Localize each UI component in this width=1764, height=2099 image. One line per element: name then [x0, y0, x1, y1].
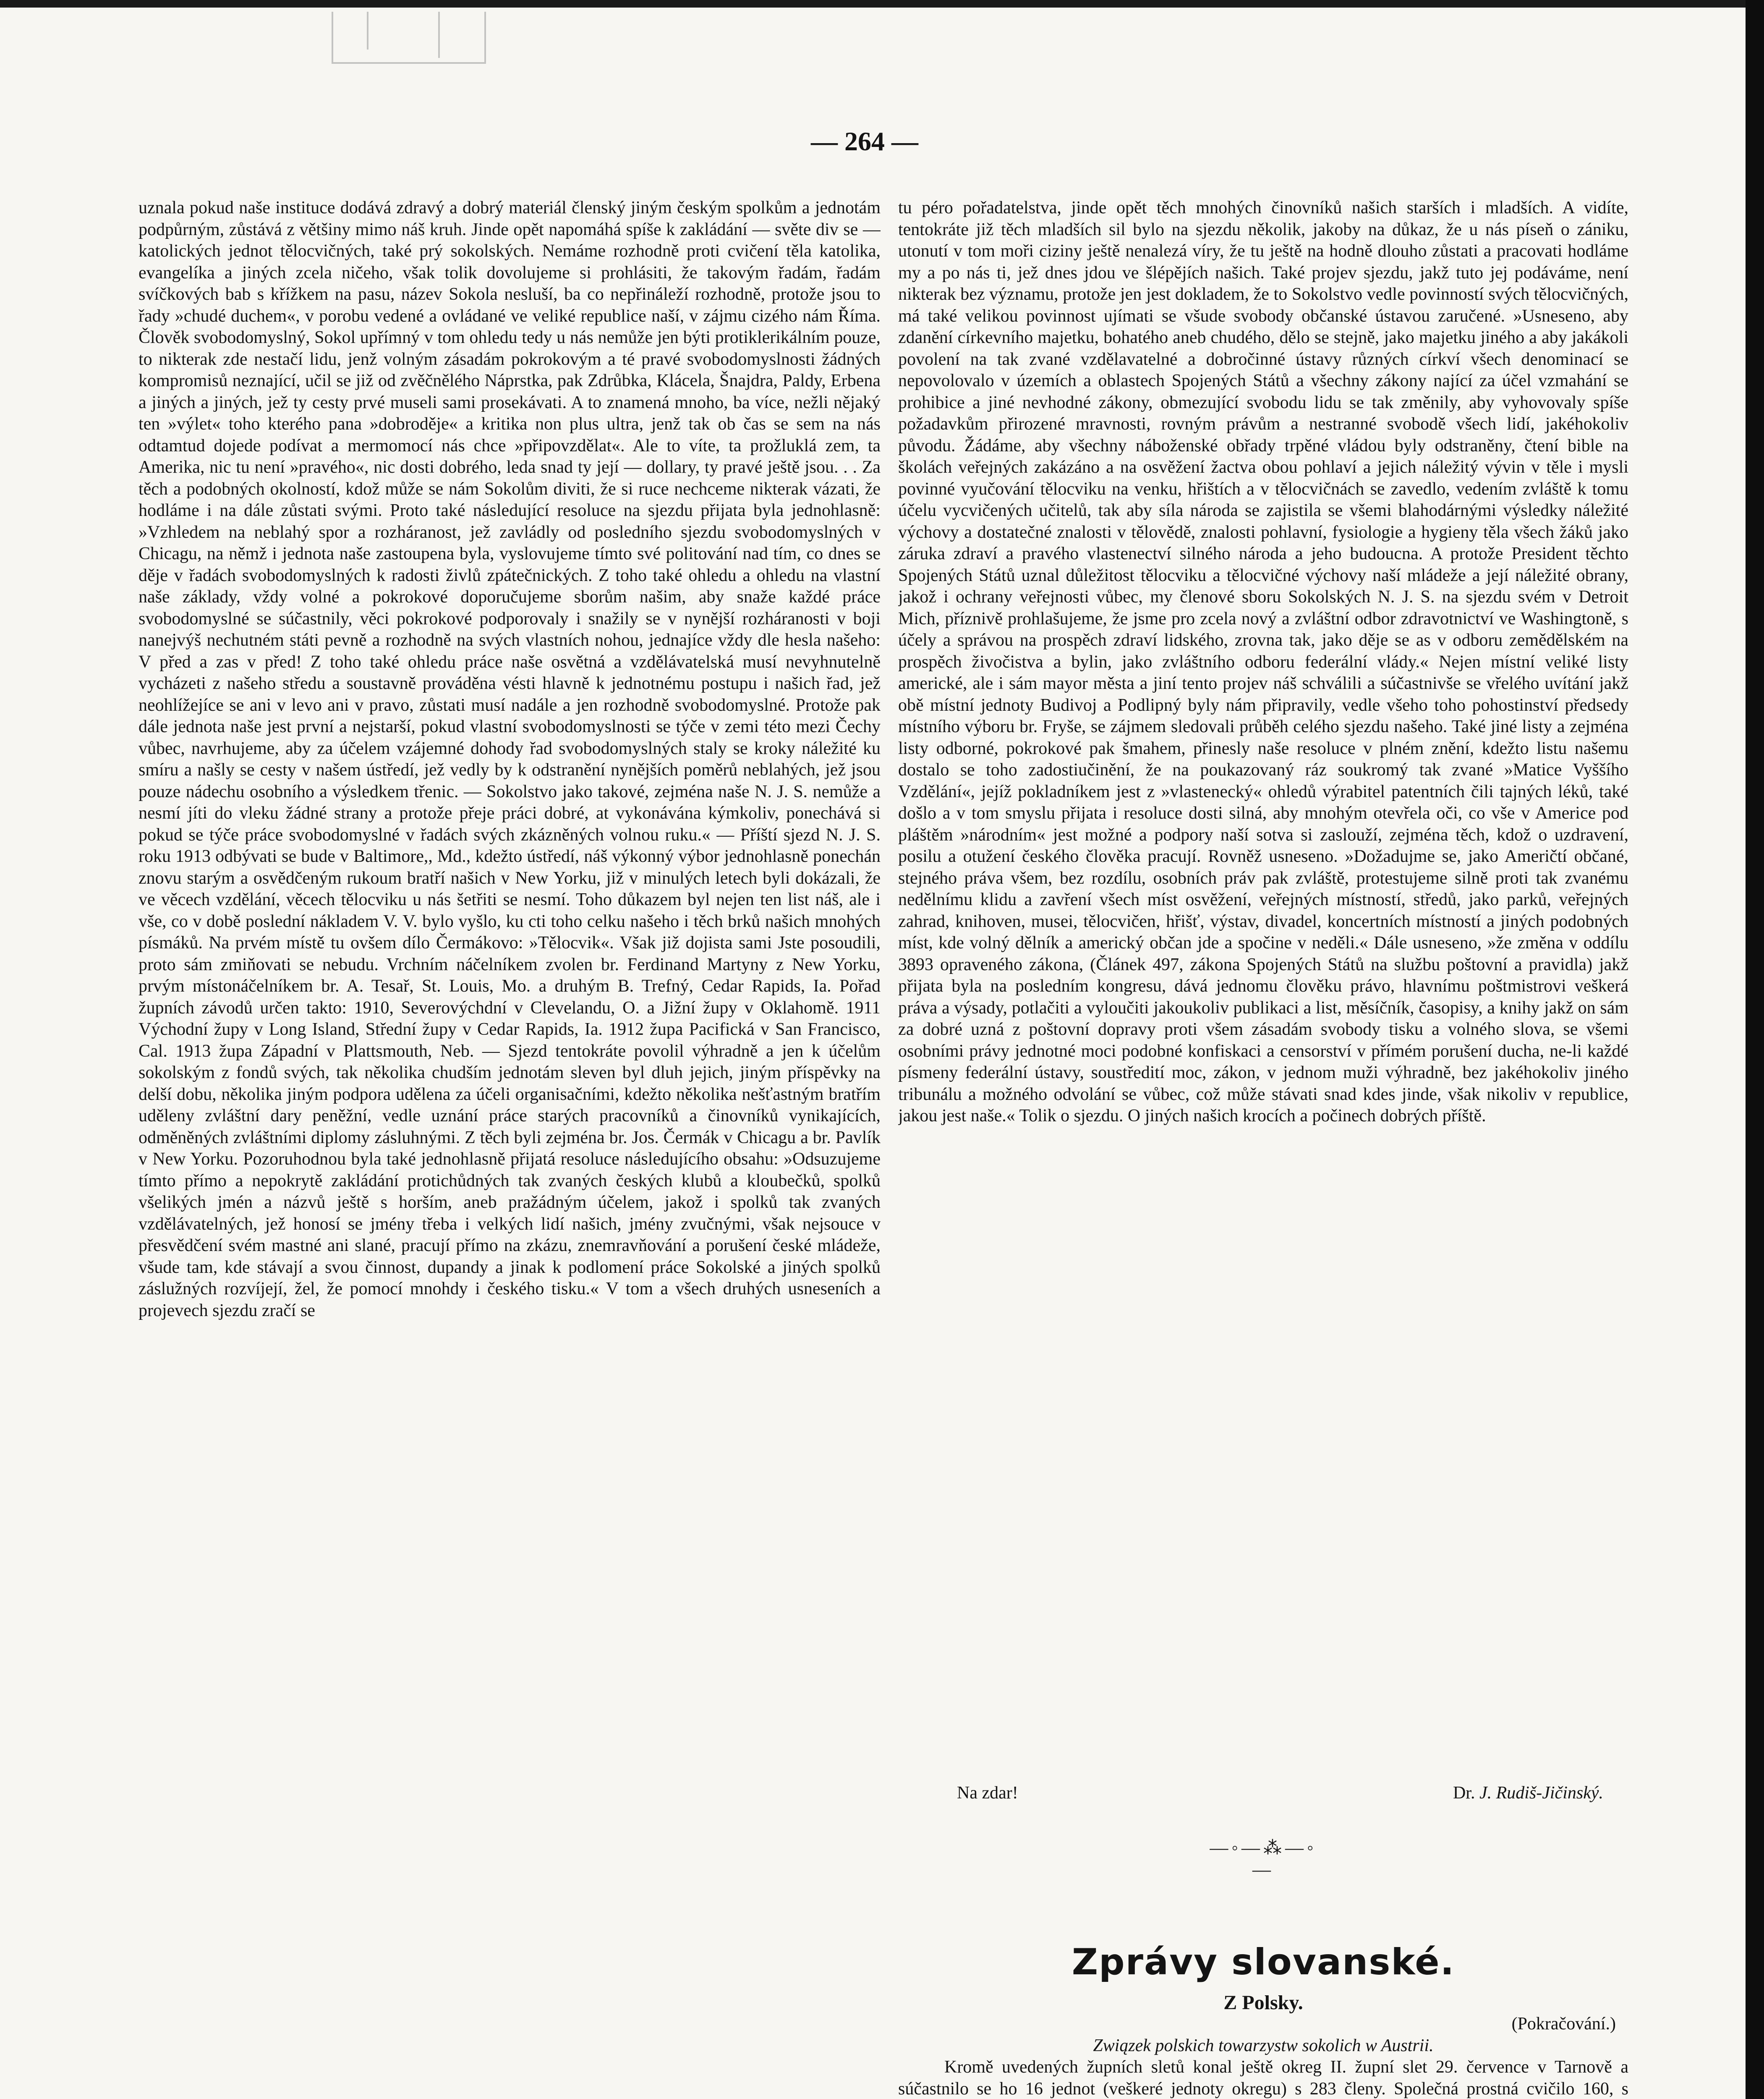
section-divider: —◦—⁂—◦—: [1210, 1837, 1317, 1880]
right-column: [898, 197, 1628, 2099]
subsection-title: Z Polsky.: [1223, 1991, 1303, 2014]
library-stamp-mark: [332, 12, 486, 64]
closing-greeting: Na zdar!: [957, 1783, 1018, 1803]
scan-top-edge: [0, 0, 1764, 8]
left-column: [139, 197, 881, 2099]
author-name: J. Rudiš-Jičinský.: [1479, 1783, 1603, 1803]
page-number: — 264 —: [811, 126, 918, 156]
left-column-text: uznala pokud naše instituce dodává zdravý a dobrý materiál členský jiným českým spolkům a jednotám podpůrným, zůstává z většiny mimo náš kruh. Jinde opět napomáhá spíše k zakládání — světe div se — katolických jednot tělocvičných, také prý sokolských. Nemáme rozhodně proti cvičení těla katolika, evangelíka a jiných zcela ničeho, však tolik dovolujeme si prohlásiti, že takovým řadám, řadám svíčkových bab s křížkem na pasu, název Sokola nesluší, ba co nepřináleží rozhodně, protože jsou to řady »chudé duchem«, v porobu vedené a ovládané ve veliké republice naší, v zájmu cizého nám Říma. Člověk svobodomyslný, Sokol upřímný v tom ohledu tedy u nás nemůže jen býti protiklerikálním pouze, to nikterak zde nestačí lidu, jenž volným zásadám pokrokovým a té pravé svobodomyslnosti žádných kompromisů neznající, učil se již od zvěčnělého Náprstka, pak Zdrůbka, Klácela, Šnajdra, Paldy, Erbena a jiných a jiných, jež ty cesty prvé museli sami prosekávati. A to znamená mnoho, ba více, nežli nějaký ten »výlet« toho kterého pana »dobroděje« a kritika non plus ultra, jenž tak ob čas se sem na nás odtamtud dojede podívat a mermomocí nás chce »připovzdělat«. Ale to víte, ta prožluklá zem, ta Amerika, nic tu není »pravého«, nic dosti dobrého, leda snad ty její — dollary, ty pravé ještě jsou. . . Za těch a podobných okolností, kdož může se nám Sokolům diviti, že si ruce nechceme nikterak vázati, že hodláme i na dále zůstati svými. Proto také následující resoluce na sjezdu přijata byla jednohlasně: »Vzhledem na neblahý spor a rozháranost, jež zavládly od posledního sjezdu svobodomyslných v Chicagu, na němž i jednota naše zastoupena byla, vyslovujeme tímto své politování nad tím, co dnes se děje v řadách svobodomyslných k radosti živlů zpátečnických. Z toho také ohledu a ohledu na vlastní naše základy, vždy volné a pokrokové doporučujeme sborům našim, aby snaže každé práce svobodomyslné se súčastnily, věci pokrokové podporovaly i snažily se v nynější rozháranosti v boji nanejvýš nechutném státi pevně a rozhodně na svých vlastních nohou, jednajíce vždy dle hesla našeho: V před a zas v před! Z toho také ohledu práce naše osvětná a vzdělávatelská musí nevyhnutelně vycházeti z našeho středu a soustavně prováděna vésti hlavně k jednotnému postupu i našich řad, jež neohlížejíce se ani v levo ani v pravo, zůstati musí nadále a jen rozhodně svobodomyslné. Protože pak dále jednota naše jest první a nejstarší, pokud vlastní svobodomyslnosti se týče v zemi této mezi Čechy vůbec, navrhujeme, aby za účelem vzájemné dohody řad svobodomyslných staly se kroky náležité ku smíru a našly se cesty v našem ústředí, jež vedly by k odstranění nynějších poměrů neblahých, jež jsou pouze nádechu osobního a výsledkem třenic. — Sokolstvo jako takové, zejména naše N. J. S. nemůže a nesmí jíti do vleku žádné strany a protože přeje práci dobré, at vykonávána kýmkoliv, ponechává si pokud se týče práce svobodomyslné v řadách svých zkázněných volnou ruku.« — Příští sjezd N. J. S. roku 1913 odbývati se bude v Baltimore,, Md., kdežto ústředí, náš výkonný výbor jednohlasně ponechán znovu starým a osvědčeným rukoum bratří našich v New Yorku, již v minulých letech byli dokázali, že ve věcech vzdělání, věcech tělocviku u nás šetřiti se nesmí. Toho důkazem byl nejen ten list náš, ale i vše, co v době poslední nákladem V. V. bylo vyšlo, ku cti toho celku našeho i těch brků našich mnohých písmáků. Na prvém místě tu ovšem dílo Čermákovo: »Tělocvik«. Však již dojista sami Jste posoudili, proto sám zmiňovati se nebudu. Vrchním náčelníkem zvolen br. Ferdinand Martyny z New Yorku, prvým místonáčelníkem br. A. Tesař, St. Louis, Mo. a druhým B. Trefný, Cedar Rapids, Ia. Pořad župních závodů určen takto: 1910, Severovýchdní v Clevelandu, O. a Jižní župy v Oklahomě. 1911 Východní župy v Long Island, Střední župy v Cedar Rapids, Ia. 1912 župa Pacifická v San Francisco, Cal. 1913 župa Západní v Plattsmouth, Neb. — Sjezd tentokráte povolil výhradně a jen k účelům sokolským z fondů svých, tak několika chudším jednotám sleven byl dluh jejich, jiným příspěvky na delší dobu, několika jiným podpora udělena za účeli organisačními, kdežto několika nešťastným bratřím uděleny zvláštní dary peněžní, vedle uznání práce starých pracovníků a činovníků vynikajících, odměněných zvláštními diplomy zásluhnými. Z těch byli zejména br. Jos. Čermák v Chicagu a br. Pavlík v New Yorku. Pozoruhodnou byla také jednohlasně přijatá resoluce následujícího obsahu: »Odsuzujeme tímto přímo a nepokrytě zakládání protichůdných tak zvaných českých klubů a kloubečků, spolků všelikých jmén a názvů ještě s horším, aneb pražádným účelem, jakož i spolků tak zvaných vzdělávatelných, jež honosí se jmény třeba i velkých lidí našich, jmény zvučnými, však nejsouce v přesvědčení svém mastné ani slané, pracují přímo na zkázu, znemravňování a porušení české mládeže, všude tam, kde stávají a svou činnost, dupandy a jinak k podlomení práce Sokolské a jiných spolků záslužných rozvíjejí, žel, že pomocí mnohdy i českého tisku.« V tom a všech druhých usneseních a projevech sjezdu zračí se: [139, 198, 881, 1320]
author-signature: [1453, 1782, 1603, 1804]
continued-note: (Pokračování.): [1511, 2014, 1616, 2034]
article-closing: [898, 1782, 1628, 1808]
right-column-body: [898, 197, 1628, 1780]
scan-right-edge: [1746, 0, 1764, 2099]
author-title: Dr.: [1453, 1783, 1475, 1803]
association-title: Związek polskich towarzystw sokolich w Austrii.: [1093, 2036, 1434, 2055]
section-title: Zprávy slovanské.: [1071, 1941, 1455, 1983]
right-column-text: tu péro pořadatelstva, jinde opět těch mnohých činovníků našich starších i mladších. A vidíte, tentokráte již těch mladších sil bylo na sjezdu několik, jakoby na důkaz, že u nás píseň o zániku, utonutí v tom moři ciziny ještě nenalezá víry, že tu ještě na hodně dlouho zůstati a pracovati hodláme my a po nás ti, jež dnes jdou ve šlépějích našich. Také projev sjezdu, jakž tuto jej podáváme, není nikterak bez významu, protože jen jest dokladem, že to Sokolstvo vedle povinností svých tělocvičných, má také velikou povinnost ujímati se všude svobody občanské ústavou zaručené. »Usneseno, aby zdanění církevního majetku, bohatého aneb chudého, dělo se stejně, jako majetku jiného a aby jakákoli povolení na tak zvané vzdělavatelné a dobročinné ústavy různých církví všech denominací se nepovolovalo v územích a oblastech Spojených Států a všechny zákony nající za účel vzmahání se prohibice a jiné nevhodné zákony, obmezující svobodu lidu se tak změnily, aby vyhovovaly spíše požadavkům přirozené mravnosti, rovným právům a nestranné svobodě všech lidí, jakéhokoliv původu. Žádáme, aby všechny náboženské obřady trpěné vládou byly odstraněny, čtení bible na školách veřejných zakázáno a na osvěžení žactva obou pohlaví a jejich náležitý vývin v těle i mysli povinné vyučování tělocviku na venku, hřištích a v tělocvičnách se zavedlo, vedením zvláště k tomu účelu vycvičených učitelů, tak aby síla národa se zajistila se všemi blahodárnými výsledky náležité výchovy a dostatečné znalosti v tělovědě, znalosti pohlavní, fysiologie a hygieny těla všech žáků jako záruka zdraví a pravého vlastenectví silného národa a jeho budoucna. A protože President těchto Spojených Států uznal důležitost tělocviku a tělocvičné výchovy naší mládeže a její náležité obrany, jakož i ochrany veřejnosti vůbec, my členové sboru Sokolských N. J. S. na sjezdu svém v Detroit Mich, příznivě prohlašujeme, že jsme pro zcela nový a zvláštní odbor zdravotnictví ve Washingtoně, s účely a správou na prospěch zdraví lidského, zrovna tak, jako děje se as v odboru zemědělském na prospěch živočistva a bylin, jako zvláštního odboru federální vlády.« Nejen místní veliké listy americké, ale i sám mayor města a jiní tento projev náš schválili a súčastnivše se vřelého uvítání jakž obě místní jednoty Budivoj a Podlipný byly nám připravily, vedle všeho toho pohostinství předsedy místního výboru br. Fryše, se zájmem sledovali průběh celého sjezdu našeho. Také jiné listy a zejména listy odborné, pokrokové pak šmahem, přinesly naše resoluce v plném znění, kdežto listu našemu dostalo se toho zadostiučinění, že na poukazovaný ráz soukromý tak zvané »Matice Vyššího Vzdělání«, jejíž pokladníkem jest z »vlastenecký« ohledů výrabitel patentních čili tajných léků, také došlo a v tom smyslu přijata i resoluce dosti silná, aby mnohým otevřela oči, co vše v Americe pod pláštěm »národním« jest možné a podpory naší sotva si zaslouží, zejména těch, kdož o uzdravení, posilu a otužení českého člověka pracují. Rovněž usneseno. »Dožadujme se, jako Američtí občané, stejného práva všem, bez rozdílu, osobních práv pak zvláště, protestujeme silně proti tak zvanému nedělnímu klidu a zavření všech míst osvěžení, veřejných místností, středů, jako parků, veřejných zahrad, knihoven, musei, tělocvičen, hřišť, výstav, divadel, koncertních místností a jiných podobných míst, kde volný dělník a americký občan jde a spočine v neděli.« Dále usneseno, »že změna v oddílu 3893 opraveného zákona, (Článek 497, zákona Spojených Států na službu poštovní a pravidla) jakž přijata byla na posledním kongresu, dává jednomu člověku právo, hlavnímu poštmistrovi veškerá práva a výsady, potlačiti a vyloučiti jakoukoliv publikaci a list, měsíčník, časopisy, a knihy jakž on sám za dobré uzná z poštovní dopravy proti všem zásadám svobody tisku a volného slova, se všemi osobními právy jednotné moci podobné konfiskaci a censorství v přímém porušení ducha, ne-li každé písmeny federální ústavy, soustředití moc, zákon, v jednom muži výhradně, bez jakéhokoliv jiného tribunálu a možného odvolání se vůbec, což může stávati snad kdes jinde, však nikoliv v republice, jakou jest naše.« Tolik o sjezdu. O jiných našich krocích a počinech dobrých příště.: [898, 198, 1628, 1125]
association-text: Kromě uvedených župních sletů konal ještě okreg II. župní slet 29. července v Tarnově a súčastnilo se ho 16 jednot (veškeré jednoty okregu) s 283 členy. Společná prostná cvičilo 160, s: [898, 2057, 1628, 2099]
